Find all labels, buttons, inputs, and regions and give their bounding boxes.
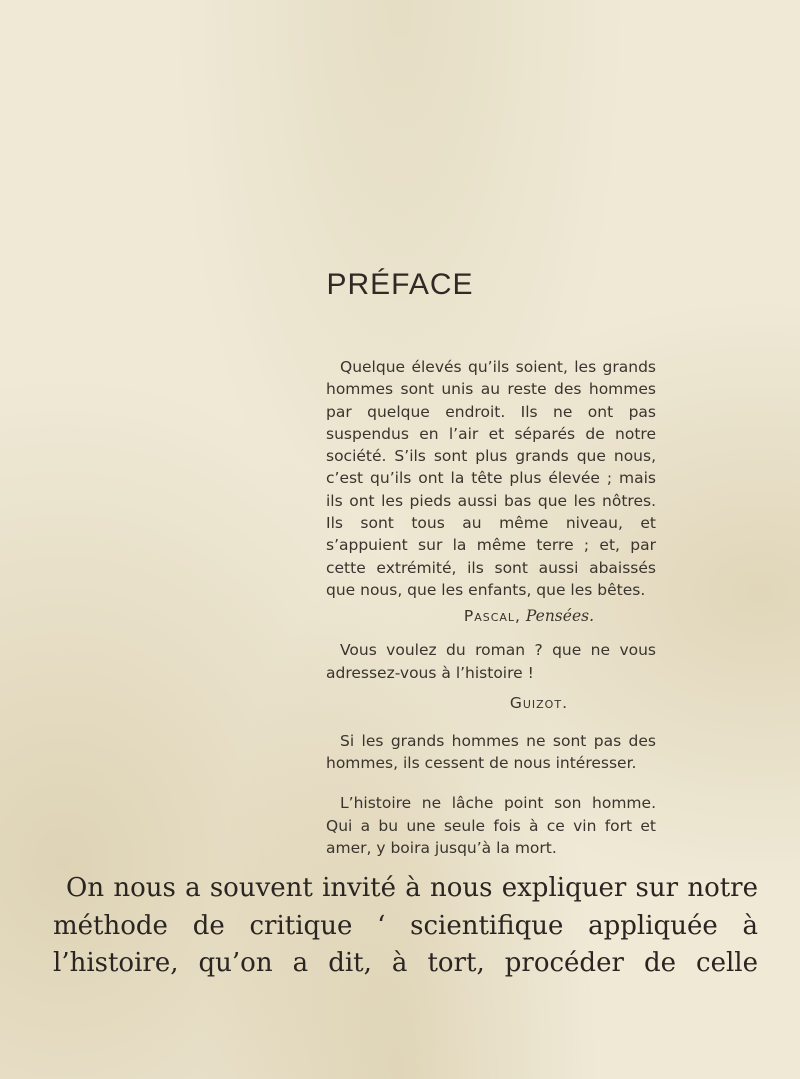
epigraph-quote — [326, 356, 656, 601]
epigraph-author: Pascal, — [463, 607, 521, 626]
epigraph-text: Vous voulez du roman ? que ne vous adressez-vous à l’histoire ! — [326, 641, 656, 682]
epigraph-text: Si les grands hommes ne sont pas des hommes, ils cessent de nous intéresser. — [326, 731, 656, 773]
page-title: PRÉFACE — [326, 268, 474, 302]
epigraphs — [326, 356, 656, 859]
epigraph-author: Guizot. — [509, 693, 568, 712]
body-text: On nous a souvent invité à nous expliquer sur notre méthode de critique ‘ scientifique appliquée à l’histoire, qu’on a dit, à tort, procéder de celle — [53, 873, 758, 978]
epigraph-text: Quelque élevés qu’ils soient, les grands hommes sont unis au reste des hommes par quelque endroit. Ils ne ont pas suspendus en l’air et séparés de notre société. S’ils sont plus grands que nous, c’est qu’ils ont la tête plus élevée ; mais ils ont les pieds aussi bas que les nôtres. Ils sont tous au même niveau, et s’appuient sur la même terre ; et, par cette extrémité, ils sont aussi abaissés que nous, que les enfants, que les bêtes. — [326, 358, 656, 599]
epigraph-work: Pensées. — [525, 607, 594, 626]
epigraph-quote — [326, 639, 656, 684]
epigraph-text: L’histoire ne lâche point son homme. Qui a bu une seule fois à ce vin fort et amer, y boira jusqu’à la mort. — [326, 794, 656, 858]
epigraph-quote — [326, 792, 656, 859]
epigraph-quote — [326, 730, 656, 775]
body-paragraph — [53, 870, 758, 983]
epigraph-attribution — [326, 692, 656, 714]
epigraph-attribution — [326, 605, 656, 627]
